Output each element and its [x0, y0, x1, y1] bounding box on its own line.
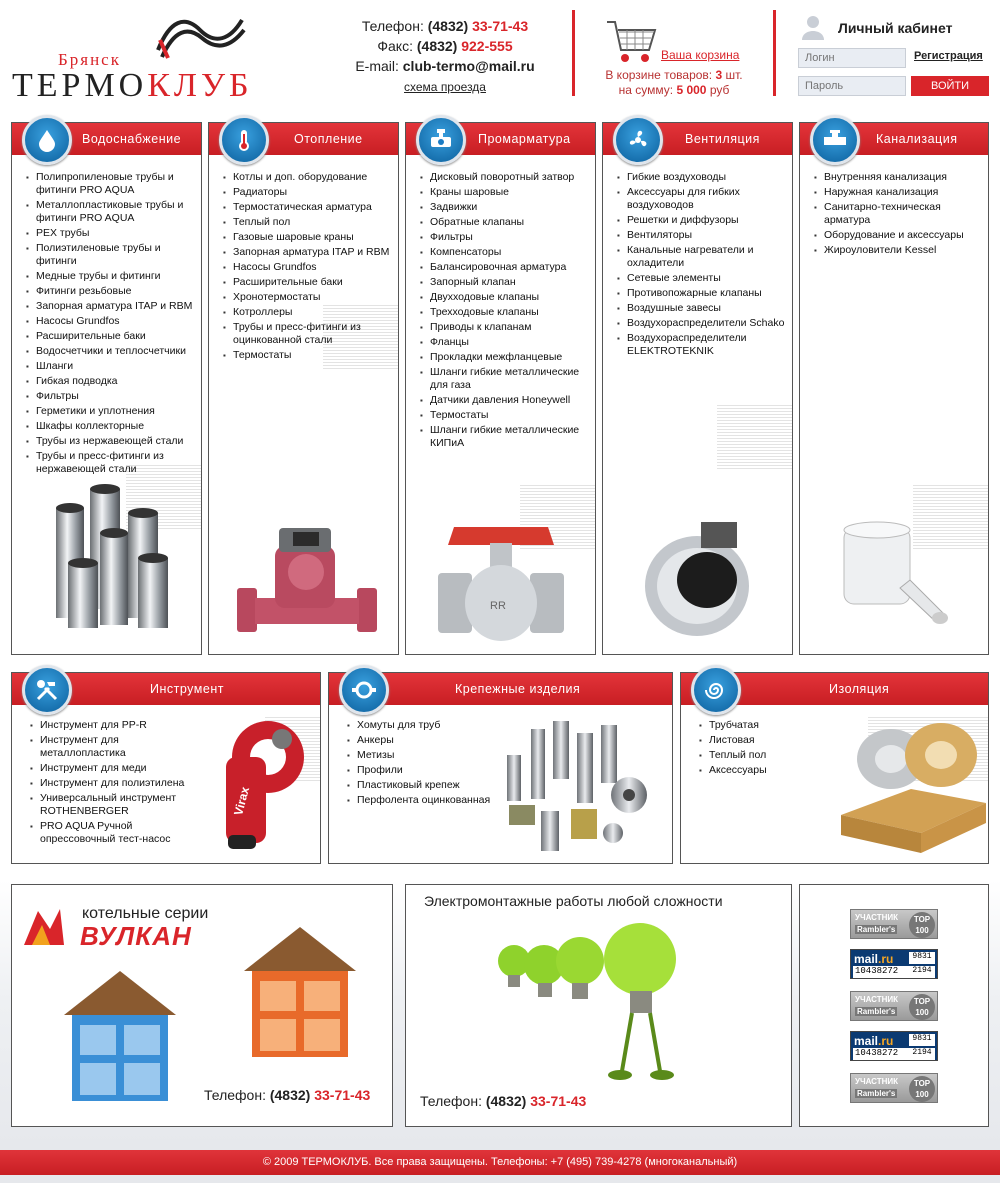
- category-list-item[interactable]: ▪ Воздухораспределители Schako: [621, 317, 787, 330]
- category-list-item[interactable]: ▪ Трубы и пресс-фитинги из оцинкованной стали: [227, 321, 393, 347]
- rambler-top-label: TOP: [913, 1079, 931, 1088]
- rambler-top-label: TOP: [913, 997, 931, 1006]
- category-list-item[interactable]: ▪ Приводы к клапанам: [424, 321, 590, 334]
- fax-label: Факс:: [377, 38, 413, 54]
- category-list-item[interactable]: ▪ Теплый пол: [703, 749, 853, 762]
- cart-sum-label: на сумму:: [618, 83, 674, 97]
- cart-items-count: 3: [715, 68, 723, 82]
- category-list-item[interactable]: ▪ Термостатическая арматура: [227, 201, 393, 214]
- cart-items-unit: шт.: [725, 68, 743, 82]
- category-list-item[interactable]: ▪ Инструмент для металлопластика: [34, 734, 199, 760]
- circulation-pump-image: [237, 528, 377, 638]
- category-list-item[interactable]: ▪ Канальные нагреватели и охладители: [621, 244, 787, 270]
- category-list-item[interactable]: ▪ Компенсаторы: [424, 246, 590, 259]
- valve-marking: RR: [490, 600, 506, 612]
- mail-n2: 9831: [909, 1034, 935, 1046]
- promo-phone-number: 33-71-43: [314, 1087, 371, 1103]
- promo-phone-label: Телефон:: [204, 1087, 266, 1103]
- mail-logo-1: mail: [854, 1034, 879, 1048]
- category-sewer: [799, 122, 989, 655]
- promo-boilers[interactable]: [11, 884, 393, 1127]
- category-list-item[interactable]: ▪ PEX трубы: [30, 227, 196, 240]
- category-list-item[interactable]: ▪ Трубы из нержавеющей стали: [30, 435, 196, 448]
- cart-link[interactable]: Ваша корзина: [661, 48, 740, 62]
- category-list-item[interactable]: ▪ Термостаты: [227, 349, 393, 362]
- category-list-item[interactable]: ▪ Котроллеры: [227, 306, 393, 319]
- pipe-cutter-image: [208, 717, 318, 852]
- steel-pipes-image: [48, 483, 178, 633]
- category-list-item[interactable]: ▪ Сетевые элементы: [621, 272, 787, 285]
- category-list-item[interactable]: ▪ Полипропиленовые трубы и фитинги PRO AQUA: [30, 171, 196, 197]
- category-list-item[interactable]: ▪ Запорная арматура ITAP и RBM: [227, 246, 393, 259]
- category-title[interactable]: Водоснабжение: [82, 132, 182, 146]
- category-list-item[interactable]: ▪ Металлопластиковые трубы и фитинги PRO AQUA: [30, 199, 196, 225]
- category-list-item[interactable]: ▪ Пластиковый крепеж: [351, 779, 521, 792]
- category-title[interactable]: Промарматура: [478, 132, 571, 146]
- category-list-item[interactable]: ▪ Краны шаровые: [424, 186, 590, 199]
- category-list-item[interactable]: ▪ Трехходовые клапаны: [424, 306, 590, 319]
- category-list-item[interactable]: ▪ Воздушные завесы: [621, 302, 787, 315]
- contact-fax: [330, 36, 560, 56]
- contact-phone: [330, 16, 560, 36]
- category-fasteners: [328, 672, 673, 864]
- rambler-line1: УЧАСТНИК: [855, 1077, 899, 1086]
- category-list-item[interactable]: ▪ Шкафы коллекторные: [30, 420, 196, 433]
- contacts: [330, 16, 560, 97]
- category-list-item[interactable]: ▪ Анкеры: [351, 734, 521, 747]
- category-fittings: [405, 122, 596, 655]
- mail-logo-1: mail: [854, 952, 879, 966]
- boilers-series: котельные серии: [82, 905, 209, 922]
- mail-n1: 10438272: [853, 1048, 909, 1060]
- category-list-item[interactable]: ▪ Хомуты для труб: [351, 719, 521, 732]
- category-list-item[interactable]: ▪ Инструмент для меди: [34, 762, 199, 775]
- mail-logo-2: .ru: [878, 1034, 894, 1048]
- category-tools: [11, 672, 321, 864]
- category-list-item[interactable]: ▪ Шланги гибкие металлические для газа: [424, 366, 590, 392]
- category-list-item[interactable]: ▪ Наружная канализация: [818, 186, 984, 199]
- category-list-item[interactable]: ▪ Санитарно-техническая арматура: [818, 201, 984, 227]
- promo-phone-code: (4832): [269, 1087, 311, 1103]
- logo[interactable]: [10, 10, 320, 104]
- category-list-item[interactable]: ▪ Трубчатая: [703, 719, 853, 732]
- boilers-brand: ВУЛКАН: [80, 921, 192, 951]
- cart-items: [575, 68, 773, 82]
- fan-icon: [613, 115, 663, 165]
- thermometer-icon: [219, 115, 269, 165]
- mail-n1: 10438272: [853, 966, 909, 978]
- category-list-item[interactable]: ▪ Жироуловители Kessel: [818, 244, 984, 257]
- logo-city: Брянск: [58, 50, 121, 69]
- electro-phone-label: Телефон:: [420, 1093, 482, 1109]
- category-water: [11, 122, 202, 655]
- insulation-image: [841, 719, 986, 854]
- category-list: [621, 171, 787, 360]
- house-blue-image: [60, 965, 180, 1105]
- rambler-top-num: 100: [915, 926, 929, 935]
- category-list-item[interactable]: ▪ Шланги гибкие металлические КИПиА: [424, 424, 590, 450]
- category-list-item[interactable]: ▪ Насосы Grundfos: [30, 315, 196, 328]
- electro-phone-code: (4832): [485, 1093, 527, 1109]
- promo-phone: [204, 1087, 370, 1103]
- category-list: [351, 719, 521, 809]
- water-drop-icon: [22, 115, 72, 165]
- category-list-item[interactable]: ▪ Решетки и диффузоры: [621, 214, 787, 227]
- category-list-item[interactable]: ▪ Датчики давления Honeywell: [424, 394, 590, 407]
- mail-counter[interactable]: [850, 949, 938, 979]
- category-title[interactable]: Изоляция: [829, 682, 890, 696]
- category-list-item[interactable]: ▪ Перфолента оцинкованная: [351, 794, 521, 807]
- category-title[interactable]: Крепежные изделия: [455, 682, 581, 696]
- rambler-line1: УЧАСТНИК: [855, 995, 899, 1004]
- register-link[interactable]: Регистрация: [914, 50, 983, 62]
- category-list-item[interactable]: ▪ Запорный клапан: [424, 276, 590, 289]
- category-title[interactable]: Канализация: [876, 132, 958, 146]
- rambler-line1: УЧАСТНИК: [855, 913, 899, 922]
- category-list-item[interactable]: ▪ Гибкая подводка: [30, 375, 196, 388]
- map-link[interactable]: схема проезда: [404, 80, 486, 94]
- rambler-top-num: 100: [915, 1008, 929, 1017]
- category-list-item[interactable]: ▪ Обратные клапаны: [424, 216, 590, 229]
- email-label: E-mail:: [355, 58, 399, 74]
- category-list-item[interactable]: ▪ Профили: [351, 764, 521, 777]
- login-input[interactable]: [798, 48, 906, 68]
- rambler-counter[interactable]: [850, 991, 938, 1021]
- category-list-item[interactable]: ▪ Полиэтиленовые трубы и фитинги: [30, 242, 196, 268]
- category-list-item[interactable]: ▪ Внутренняя канализация: [818, 171, 984, 184]
- ball-valve-image: [438, 523, 568, 643]
- category-list: [34, 719, 199, 848]
- mail-n3: 2194: [909, 1048, 935, 1060]
- valve-icon: [416, 115, 466, 165]
- mail-logo: [854, 1034, 893, 1048]
- email-link[interactable]: club-termo@mail.ru: [402, 58, 535, 74]
- category-title[interactable]: Отопление: [294, 132, 363, 146]
- mail-n2: 9831: [909, 952, 935, 964]
- category-list-item[interactable]: ▪ Термостаты: [424, 409, 590, 422]
- decor-stripes: [717, 403, 792, 471]
- category-insulation: [680, 672, 989, 864]
- category-list-item[interactable]: ▪ Радиаторы: [227, 186, 393, 199]
- category-list-item[interactable]: ▪ Фланцы: [424, 336, 590, 349]
- category-list-item[interactable]: ▪ Фильтры: [30, 390, 196, 403]
- fax-code: (4832): [416, 38, 458, 54]
- rambler-line2: Rambler's: [857, 1089, 896, 1098]
- mail-counter[interactable]: [850, 1031, 938, 1061]
- cart-sum-unit: руб: [709, 83, 730, 97]
- vulkan-logo-icon: [20, 905, 66, 949]
- category-ventilation: [602, 122, 793, 655]
- electro-phone: [420, 1093, 586, 1109]
- password-input[interactable]: [798, 76, 906, 96]
- category-list-item[interactable]: ▪ Котлы и доп. оборудование: [227, 171, 393, 184]
- category-list-item[interactable]: ▪ Водосчетчики и теплосчетчики: [30, 345, 196, 358]
- category-list-item[interactable]: ▪ Аксессуары: [703, 764, 853, 777]
- category-list-item[interactable]: ▪ Газовые шаровые краны: [227, 231, 393, 244]
- cart-items-label: В корзине товаров:: [605, 68, 713, 82]
- tool-brand: Virax: [231, 785, 253, 818]
- rambler-line2: Rambler's: [857, 925, 896, 934]
- category-list-item[interactable]: ▪ Противопожарные клапаны: [621, 287, 787, 300]
- rambler-top-label: TOP: [913, 915, 931, 924]
- fasteners-image: [501, 715, 661, 855]
- cart: [572, 10, 776, 96]
- category-list-item[interactable]: ▪ Расширительные баки: [227, 276, 393, 289]
- footer: © 2009 ТЕРМОКЛУБ. Все права защищены. Телефоны: +7 (495) 739-4278 (многоканальный): [0, 1150, 1000, 1175]
- category-list-item[interactable]: ▪ Медные трубы и фитинги: [30, 270, 196, 283]
- category-list-item[interactable]: ▪ PRO AQUA Ручной опрессовочный тест-насос: [34, 820, 199, 846]
- category-list-item[interactable]: ▪ Оборудование и аксессуары: [818, 229, 984, 242]
- rambler-line2: Rambler's: [857, 1007, 896, 1016]
- electro-title: Электромонтажные работы любой сложности: [424, 893, 723, 909]
- logo-brand: [12, 67, 253, 105]
- category-list-item[interactable]: ▪ Задвижки: [424, 201, 590, 214]
- category-list-item[interactable]: ▪ Теплый пол: [227, 216, 393, 229]
- rambler-counter[interactable]: [850, 1073, 938, 1103]
- user-icon: [802, 14, 824, 40]
- category-list-item[interactable]: ▪ Вентиляторы: [621, 229, 787, 242]
- category-list-item[interactable]: ▪ Листовая: [703, 734, 853, 747]
- rambler-counter[interactable]: [850, 909, 938, 939]
- rambler-top-num: 100: [915, 1090, 929, 1099]
- fax-number: 922-555: [461, 38, 513, 54]
- promo-electro[interactable]: [405, 884, 792, 1127]
- category-list-item[interactable]: ▪ Хронотермостаты: [227, 291, 393, 304]
- header: [0, 0, 1000, 110]
- category-list: [30, 171, 196, 478]
- category-heating: [208, 122, 399, 655]
- category-list-item[interactable]: ▪ Двухходовые клапаны: [424, 291, 590, 304]
- shopping-cart-icon[interactable]: [605, 18, 657, 64]
- spiral-icon: [691, 665, 741, 715]
- mail-logo: [854, 952, 893, 966]
- category-list-item[interactable]: ▪ Инструмент для PP-R: [34, 719, 199, 732]
- cart-sum: [575, 83, 773, 97]
- duct-fan-image: [639, 518, 759, 643]
- category-list: [227, 171, 393, 364]
- user-cabinet: [798, 10, 994, 100]
- phone-number: 33-71-43: [472, 18, 529, 34]
- rambler-top: [909, 1076, 935, 1102]
- category-list-item[interactable]: ▪ Насосы Grundfos: [227, 261, 393, 274]
- electro-phone-number: 33-71-43: [530, 1093, 587, 1109]
- category-list-item[interactable]: ▪ Расширительные баки: [30, 330, 196, 343]
- rambler-top: [909, 912, 935, 938]
- category-list: [424, 171, 590, 452]
- cart-sum-value: 5 000: [676, 83, 707, 97]
- category-list-item[interactable]: ▪ Шланги: [30, 360, 196, 373]
- category-list-item[interactable]: ▪ Дисковый поворотный затвор: [424, 171, 590, 184]
- category-list-item[interactable]: ▪ Универсальный инструмент ROTHENBERGER: [34, 792, 199, 818]
- phone-code: (4832): [427, 18, 469, 34]
- clamp-icon: [339, 665, 389, 715]
- category-list-item[interactable]: ▪ Прокладки межфланцевые: [424, 351, 590, 364]
- category-list-item[interactable]: ▪ Запорная арматура ITAP и RBM: [30, 300, 196, 313]
- category-list-item[interactable]: ▪ Фитинги резьбовые: [30, 285, 196, 298]
- category-list-item[interactable]: ▪ Балансировочная арматура: [424, 261, 590, 274]
- logo-brand-part-2: КЛУБ: [147, 67, 253, 104]
- pipe-icon: [810, 115, 860, 165]
- fat-trap-image: [840, 518, 950, 648]
- house-orange-image: [240, 921, 360, 1061]
- category-list: [703, 719, 853, 779]
- category-list-item[interactable]: ▪ Гибкие воздуховоды: [621, 171, 787, 184]
- category-title[interactable]: Инструмент: [150, 682, 224, 696]
- logo-wave-icon: [150, 10, 250, 60]
- tools-icon: [22, 665, 72, 715]
- category-list-item[interactable]: ▪ Трубы и пресс-фитинги из нержавеющей стали: [30, 450, 196, 476]
- logo-brand-part-1: ТЕРМО: [12, 67, 148, 104]
- rambler-top: [909, 994, 935, 1020]
- category-list-item[interactable]: ▪ Аксессуары для гибких воздуховодов: [621, 186, 787, 212]
- phone-label: Телефон:: [361, 18, 424, 34]
- category-list-item[interactable]: ▪ Метизы: [351, 749, 521, 762]
- cabinet-title: Личный кабинет: [838, 20, 953, 36]
- contact-email: [330, 56, 560, 76]
- login-button[interactable]: ВОЙТИ: [911, 76, 989, 96]
- category-title[interactable]: Вентиляция: [685, 132, 760, 146]
- category-list-item[interactable]: ▪ Фильтры: [424, 231, 590, 244]
- light-bulbs-image: [492, 921, 692, 1091]
- category-list: [818, 171, 984, 259]
- category-list-item[interactable]: ▪ Инструмент для полиэтилена: [34, 777, 199, 790]
- category-list-item[interactable]: ▪ Воздухораспределители ELEKTROTEKNIK: [621, 332, 787, 358]
- mail-n3: 2194: [909, 966, 935, 978]
- category-list-item[interactable]: ▪ Герметики и уплотнения: [30, 405, 196, 418]
- mail-logo-2: .ru: [878, 952, 894, 966]
